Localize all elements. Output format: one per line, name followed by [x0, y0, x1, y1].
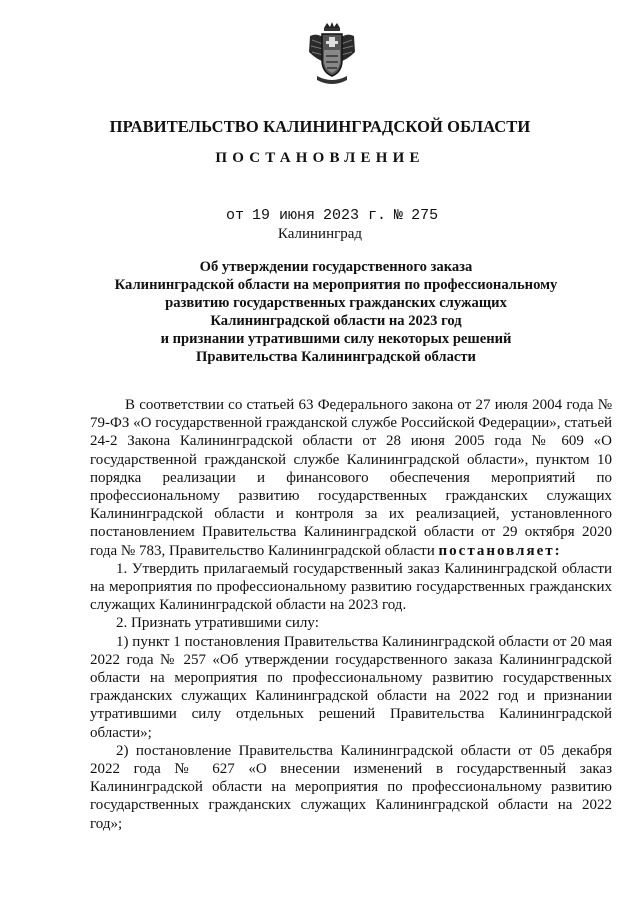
coat-of-arms-icon — [307, 22, 357, 86]
resolves-word: постановляет: — [438, 542, 562, 559]
document-type: ПОСТАНОВЛЕНИЕ — [215, 150, 425, 166]
subject-line: Калининградской области на 2023 год — [210, 313, 462, 330]
item-1: 1. Утвердить прилагаемый государственный заказ Калининградской области на мероприятия по профессиональному развитию государственных гражданских служащих Калининградской области на 2023 год. — [90, 560, 612, 614]
item-2: 2. Признать утратившими силу: — [116, 615, 319, 632]
preamble-text: В соответствии со статьей 63 Федерального закона от 27 июля 2004 года № 79-ФЗ «О государственной гражданской службе Российской Федерации», статьей 24-2 Закона Калининградской области от 28 июня 2005 года № 609 «О государственной гражданской службе Калининградской области», пунктом 10 порядка реализации и финансового обеспечения мероприятий по профессиональному развитию государственных гражданских служащих Калининградской области и контроля за их реализацией, установленного постановлением Правительства Калининградской области от 29 октября 2020 года № 783, Правительство Калининградской области — [90, 397, 613, 559]
document-number: 275 — [411, 207, 439, 224]
subject-line: и признании утратившими силу некоторых решений — [160, 331, 512, 348]
date-day-month: 19 июня — [252, 207, 316, 224]
city: Калининград — [277, 226, 363, 242]
date-number-line — [226, 207, 438, 224]
item-2-2: 2) постановление Правительства Калининградской области от 05 декабря 2022 года № 627 «О внесении изменений в государственный заказ Калининградской области на мероприятия по профессиональному развитию государственных гражданских служащих Калининградской области на 2022 год»; — [90, 742, 612, 832]
subject-line: Калининградской области на мероприятия по профессиональному — [114, 277, 558, 294]
preamble-paragraph — [90, 396, 612, 560]
document-subject — [90, 258, 582, 367]
subject-line: Об утверждении государственного заказа — [199, 259, 473, 275]
date-prefix: от — [226, 207, 245, 224]
number-sign: № — [394, 207, 404, 224]
subject-line: развитию государственных гражданских служащих — [165, 295, 507, 312]
item-2-1: 1) пункт 1 постановления Правительства Калининградской области от 20 мая 2022 года № 257 «Об утверждении государственного заказа Калининградской области на мероприятия по профессиональному развитию государственных гражданских служащих Калининградской области на 2022 год и признании утратившими силу отдельных решений Правительства Калининградской области»; — [90, 633, 612, 741]
document-body — [90, 396, 612, 833]
date-year: 2023 г. — [323, 207, 387, 224]
subject-line: Правительства Калининградской области — [196, 349, 476, 366]
government-title: ПРАВИТЕЛЬСТВО КАЛИНИНГРАДСКОЙ ОБЛАСТИ — [109, 117, 531, 136]
